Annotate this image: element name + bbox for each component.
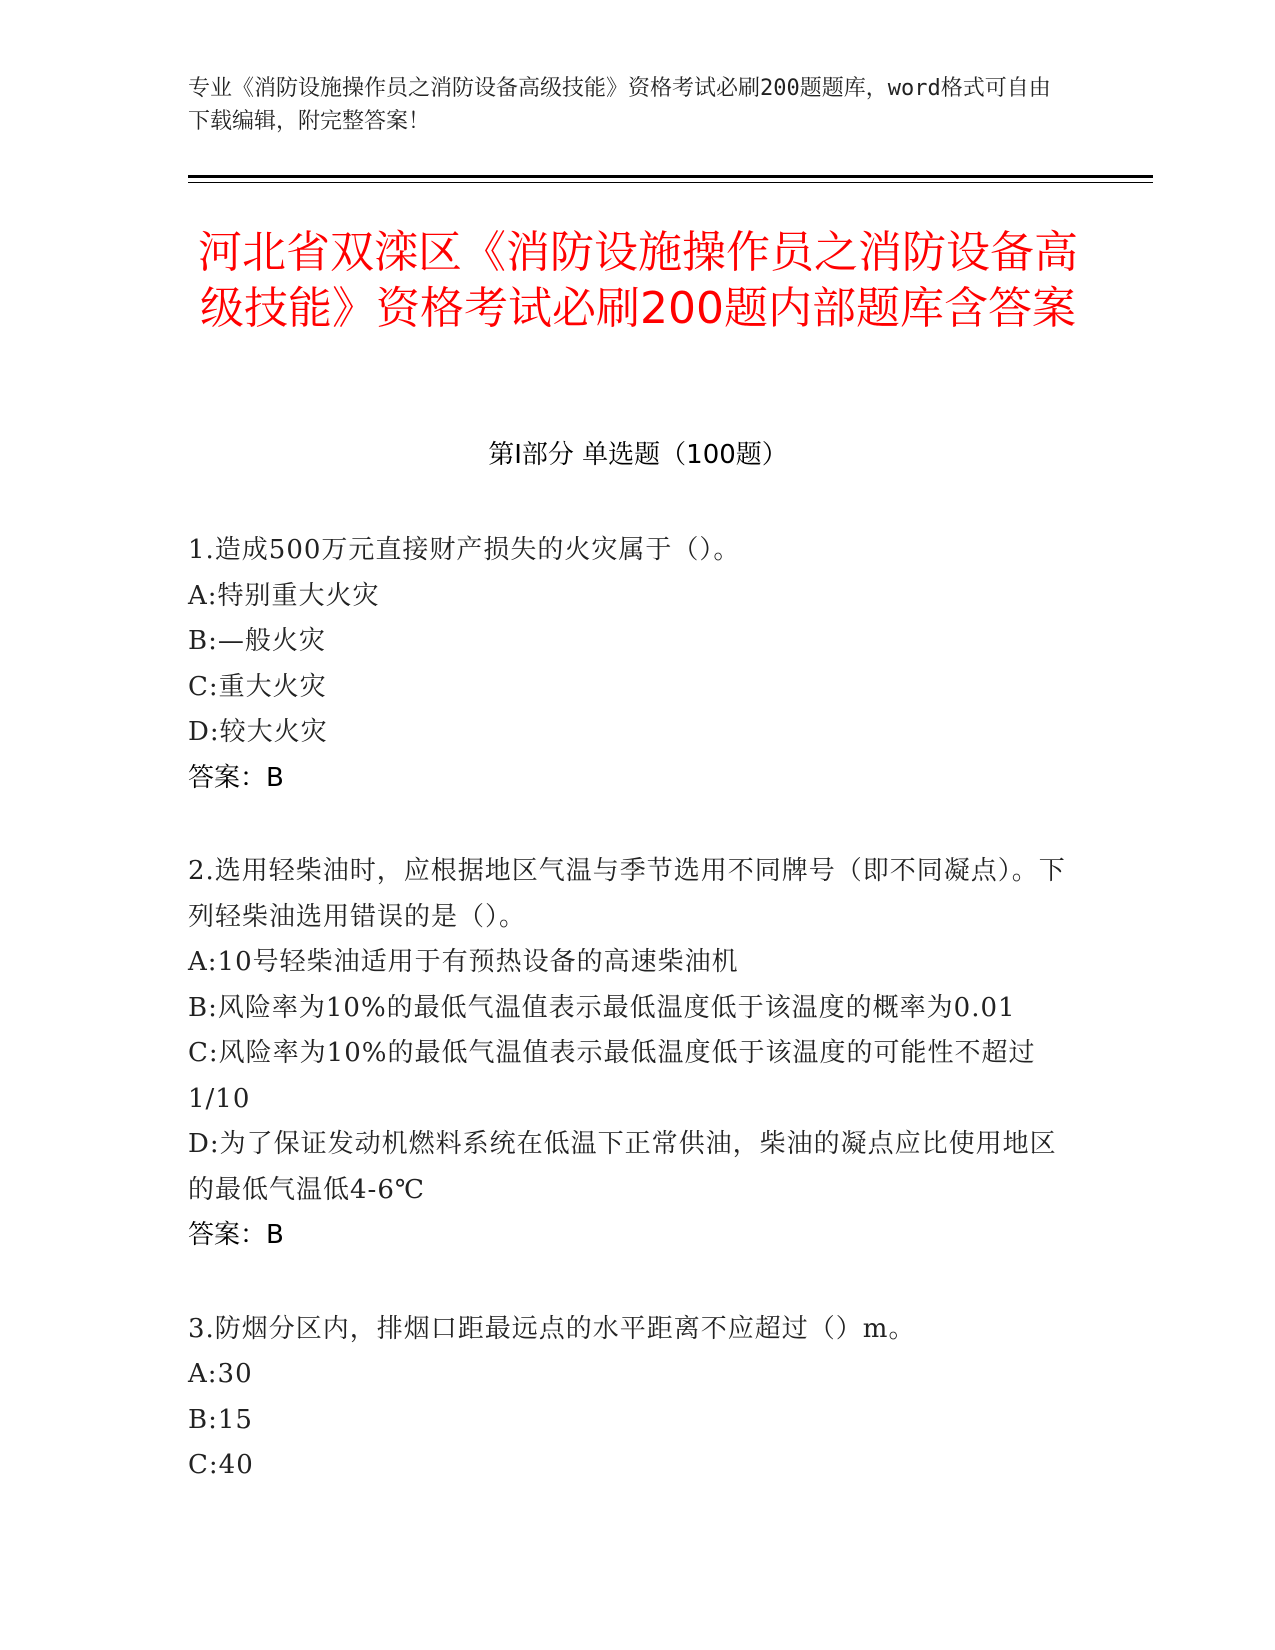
option-c: C:风险率为10%的最低气温值表示最低温度低于该温度的可能性不超过1/10 [188, 1038, 1036, 1114]
option-c: C:重大火灾 [188, 671, 327, 702]
question-stem: 2.选用轻柴油时，应根据地区气温与季节选用不同牌号（即不同凝点）。下列轻柴油选用错误的是（）。 [188, 856, 1066, 932]
option-a: A:特别重大火灾 [188, 580, 380, 611]
option-d: D:为了保证发动机燃料系统在低温下正常供油，柴油的凝点应比使用地区的最低气温低4-6℃ [188, 1129, 1057, 1205]
option-b: B:—般火灾 [188, 626, 326, 656]
question-stem: 3.防烟分区内，排烟口距最远点的水平距离不应超过（）m。 [188, 1313, 916, 1344]
option-c: C:40 [188, 1450, 254, 1480]
document-title: 河北省双滦区《消防设施操作员之消防设备高级技能》资格考试必刷200题内部题库含答案 [198, 227, 1078, 334]
section-heading: 第I部分 单选题（100题） [488, 440, 788, 470]
question-1 [188, 528, 1068, 801]
header-divider-thin [188, 182, 1153, 183]
answer-text: 答案：B [188, 762, 284, 793]
answer-text: 答案：B [188, 1220, 284, 1250]
question-list [188, 528, 1068, 1537]
option-a: A:30 [188, 1359, 253, 1389]
option-b: B:15 [188, 1404, 253, 1435]
option-a: A:10号轻柴油适用于有预热设备的高速柴油机 [188, 947, 739, 977]
question-3 [188, 1307, 1068, 1489]
option-b: B:风险率为10%的最低气温值表示最低温度低于该温度的概率为0.01 [188, 992, 1016, 1023]
option-d: D:较大火灾 [188, 717, 328, 747]
header-note: 专业《消防设施操作员之消防设备高级技能》资格考试必刷200题题库，word格式可自由下载编辑，附完整答案！ [188, 76, 1051, 134]
header-divider-thick [188, 175, 1153, 178]
question-stem: 1.造成500万元直接财产损失的火灾属于（）。 [188, 535, 741, 565]
question-2 [188, 849, 1068, 1259]
